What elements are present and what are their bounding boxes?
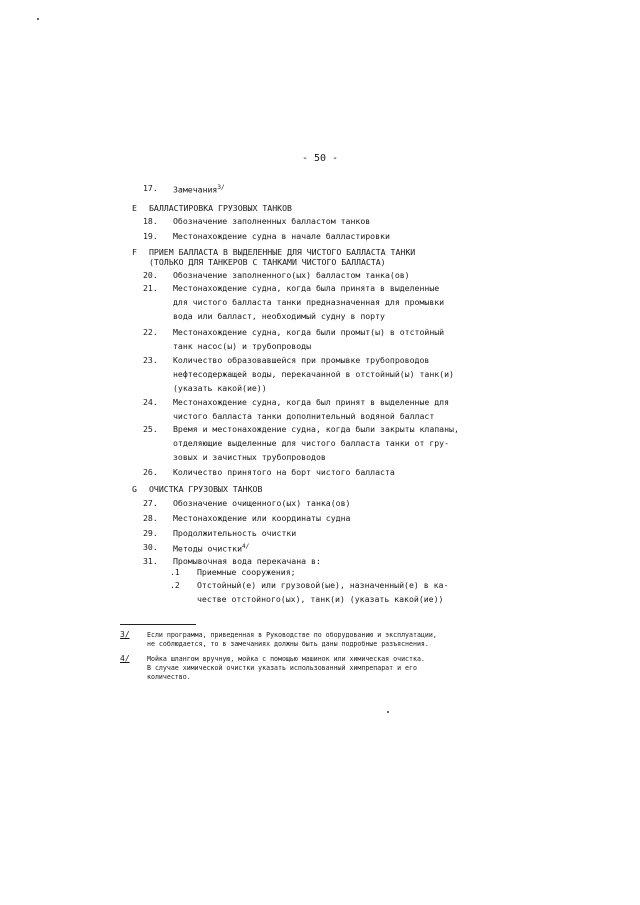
- scan-speck: [37, 18, 39, 20]
- footnote-text: количество.: [147, 673, 191, 681]
- item-number: 19.: [143, 231, 158, 241]
- item-text: танк насос(ы) и трубопроводы: [173, 341, 312, 351]
- footnote-text: Мойка шлангом вручную, мойка с помощью машинок или химическая очистка.: [147, 655, 425, 663]
- item-text: Методы очистки$^{4/}$: [173, 543, 250, 554]
- item-text: Местонахождение судна, когда был принят в выделенные для: [173, 397, 450, 407]
- section-title: ОЧИСТКА ГРУЗОВЫХ ТАНКОВ: [149, 484, 263, 494]
- footnote-text: Если программа, приведенная в Руководстве по оборудованию и эксплуатации,: [147, 631, 437, 639]
- item-number: 28.: [143, 513, 158, 523]
- item-text: Обозначение заполненного(ых) балластом танка(ов): [173, 270, 410, 280]
- item-text: Время и местонахождение судна, когда были закрыты клапаны,: [173, 424, 459, 434]
- footnote-ref: 3/: [120, 630, 130, 639]
- item-number: 22.: [143, 327, 158, 337]
- item-number: 31.: [143, 556, 158, 566]
- section-title-cont: (ТОЛЬКО ДЛЯ ТАНКЕРОВ С ТАНКАМИ ЧИСТОГО БАЛЛАСТА): [149, 257, 386, 267]
- item-text: Замечания$^{3/}$: [173, 184, 225, 195]
- item-text: Местонахождение судна, когда была принята в выделенные: [173, 283, 440, 293]
- item-text: зовых и зачистных трубопроводов: [173, 452, 326, 462]
- item-text: Продолжительность очистки: [173, 528, 297, 538]
- item-text: Местонахождение судна, когда были промыт(ы) в отстойный: [173, 327, 445, 337]
- item-text: Количество образовавшейся при промывке трубопроводов: [173, 355, 430, 365]
- footnote-marker: 3/: [217, 184, 225, 191]
- item-number: 24.: [143, 397, 158, 407]
- item-number: 25.: [143, 424, 158, 434]
- item-text: Обозначение очищенного(ых) танка(ов): [173, 498, 351, 508]
- item-text: для чистого балласта танки предназначенная для промывки: [173, 297, 445, 307]
- subitem-number: .2: [170, 580, 180, 590]
- subitem-text: Приемные сооружения;: [197, 567, 296, 577]
- scan-speck: [387, 711, 389, 713]
- footnote-text: В случае химической очистки указать использованный химпрепарат и его: [147, 664, 417, 672]
- subitem-text: честве отстойного(ых), танк(и) (указать какой(ие)): [197, 594, 444, 604]
- section-title: ПРИЕМ БАЛЛАСТА В ВЫДЕЛЕННЫЕ ДЛЯ ЧИСТОГО БАЛЛАСТА ТАНКИ: [149, 247, 416, 257]
- item-number: 30.: [143, 542, 158, 552]
- item-text: Местонахождение судна в начале балластировки: [173, 231, 390, 241]
- page-number: - 50 -: [301, 153, 339, 164]
- section-letter: F: [132, 247, 137, 257]
- footnote-marker: 4/: [242, 543, 250, 550]
- item-text: (указать какой(ие)): [173, 383, 267, 393]
- footnote-text: не соблюдается, то в замечаниях должны быть даны подробные разъяснения.: [147, 640, 429, 648]
- item-number: 20.: [143, 270, 158, 280]
- item-text: отделяющие выделенные для чистого балласта танки от гру-: [173, 438, 450, 448]
- item-number: 23.: [143, 355, 158, 365]
- item-text: Обозначение заполненных балластом танков: [173, 216, 371, 226]
- item-number: 18.: [143, 216, 158, 226]
- item-text: нефтесодержащей воды, перекачанной в отстойный(ы) танк(и): [173, 369, 454, 379]
- item-text: Количество принятого на борт чистого балласта: [173, 467, 395, 477]
- section-letter: E: [132, 203, 137, 213]
- subitem-text: Отстойный(е) или грузовой(ые), назначенный(е) в ка-: [197, 580, 449, 590]
- footnote-separator: [120, 624, 196, 625]
- section-title: БАЛЛАСТИРОВКА ГРУЗОВЫХ ТАНКОВ: [149, 203, 292, 213]
- item-number: 26.: [143, 467, 158, 477]
- item-number: 29.: [143, 528, 158, 538]
- subitem-number: .1: [170, 567, 180, 577]
- item-number: 17.: [143, 183, 158, 193]
- footnote-ref: 4/: [120, 654, 130, 663]
- item-text: вода или балласт, необходимый судну в порту: [173, 311, 385, 321]
- item-number: 21.: [143, 283, 158, 293]
- item-text: Местонахождение или координаты судна: [173, 513, 351, 523]
- section-letter: G: [132, 484, 137, 494]
- item-number: 27.: [143, 498, 158, 508]
- item-text: Промывочная вода перекачана в:: [173, 556, 321, 566]
- item-text: чистого балласта танки дополнительный водяной балласт: [173, 411, 435, 421]
